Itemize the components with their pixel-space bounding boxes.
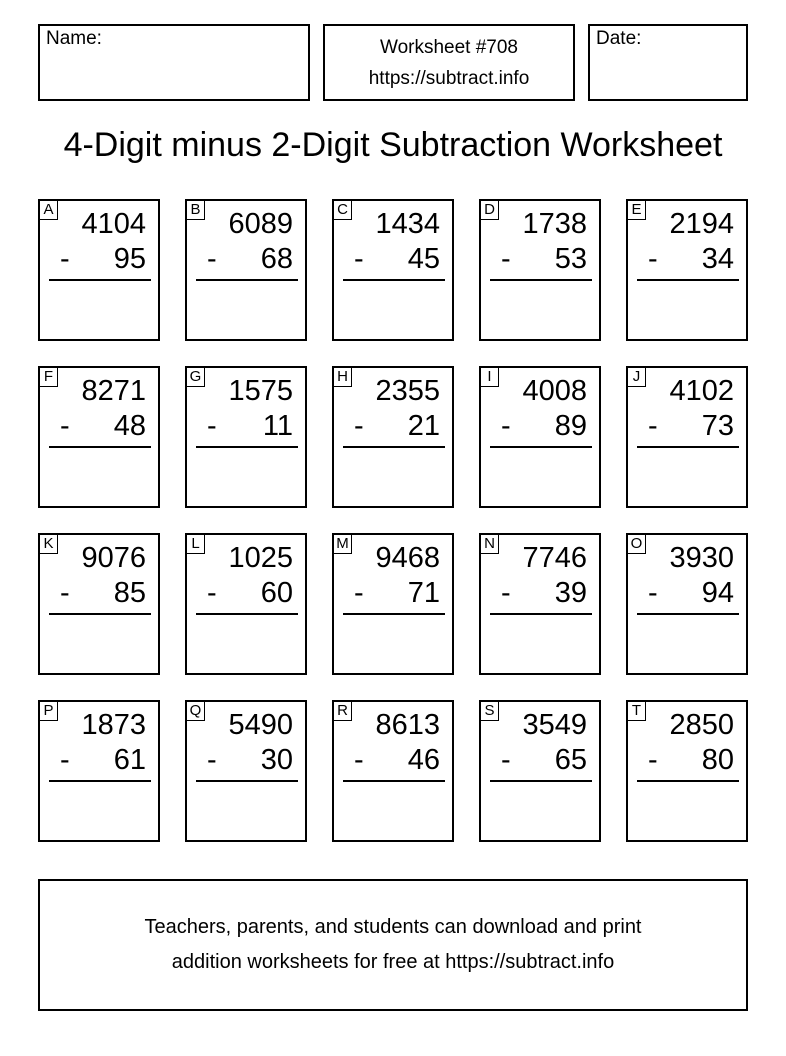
- problem-card[interactable]: [332, 199, 454, 341]
- problem-card[interactable]: [38, 366, 160, 508]
- subtrahend: 53: [554, 243, 587, 275]
- problem-card[interactable]: [38, 700, 160, 842]
- minus-sign: -: [354, 410, 364, 442]
- problem-letter: T: [627, 701, 646, 721]
- problem-letter: L: [186, 534, 205, 554]
- answer-line: [49, 780, 151, 782]
- problem-letter: R: [333, 701, 352, 721]
- minus-sign: -: [207, 410, 217, 442]
- problem-card[interactable]: [185, 700, 307, 842]
- minuend: 1738: [522, 208, 587, 240]
- minus-sign: -: [60, 243, 70, 275]
- answer-line: [343, 279, 445, 281]
- problem-card[interactable]: [332, 700, 454, 842]
- subtrahend: 60: [260, 577, 293, 609]
- minus-sign: -: [501, 410, 511, 442]
- problem-card[interactable]: [626, 533, 748, 675]
- problem-card[interactable]: [38, 199, 160, 341]
- answer-line: [490, 446, 592, 448]
- page-title: 4-Digit minus 2-Digit Subtraction Worksheet: [63, 126, 723, 164]
- problem-letter: P: [39, 701, 58, 721]
- subtrahend: 71: [407, 577, 440, 609]
- answer-line: [49, 446, 151, 448]
- answer-line: [637, 780, 739, 782]
- problem-card[interactable]: [332, 366, 454, 508]
- answer-line: [490, 279, 592, 281]
- minuend: 1025: [228, 542, 293, 574]
- problem-card[interactable]: [185, 199, 307, 341]
- problem-letter: M: [333, 534, 352, 554]
- answer-line: [196, 279, 298, 281]
- problem-letter: S: [480, 701, 499, 721]
- subtrahend: 61: [113, 744, 146, 776]
- problem-letter: O: [627, 534, 646, 554]
- minuend: 3549: [522, 709, 587, 741]
- subtrahend: 45: [407, 243, 440, 275]
- answer-line: [196, 613, 298, 615]
- minus-sign: -: [60, 744, 70, 776]
- minuend: 5490: [228, 709, 293, 741]
- minus-sign: -: [354, 243, 364, 275]
- problem-card[interactable]: [626, 199, 748, 341]
- minuend: 1575: [228, 375, 293, 407]
- answer-line: [49, 613, 151, 615]
- minus-sign: -: [207, 744, 217, 776]
- answer-line: [490, 613, 592, 615]
- answer-line: [637, 446, 739, 448]
- subtrahend: 85: [113, 577, 146, 609]
- minus-sign: -: [501, 744, 511, 776]
- problem-card[interactable]: [479, 366, 601, 508]
- problem-letter: G: [186, 367, 205, 387]
- problem-card[interactable]: [479, 700, 601, 842]
- name-field[interactable]: [38, 24, 310, 101]
- minuend: 2850: [669, 709, 734, 741]
- minuend: 4102: [669, 375, 734, 407]
- subtrahend: 68: [260, 243, 293, 275]
- problem-card[interactable]: [479, 533, 601, 675]
- subtrahend: 34: [701, 243, 734, 275]
- problem-card[interactable]: [185, 533, 307, 675]
- minuend: 4104: [81, 208, 146, 240]
- minuend: 2194: [669, 208, 734, 240]
- problem-letter: K: [39, 534, 58, 554]
- minuend: 8613: [375, 709, 440, 741]
- problem-letter: I: [480, 367, 499, 387]
- problem-letter: F: [39, 367, 58, 387]
- answer-line: [49, 279, 151, 281]
- footer-line-2: addition worksheets for free at https://subtract.info: [171, 951, 615, 973]
- problem-card[interactable]: [479, 199, 601, 341]
- minuend: 1873: [81, 709, 146, 741]
- minuend: 3930: [669, 542, 734, 574]
- answer-line: [343, 613, 445, 615]
- problem-letter: J: [627, 367, 646, 387]
- minus-sign: -: [501, 577, 511, 609]
- subtrahend: 48: [113, 410, 146, 442]
- problem-card[interactable]: [185, 366, 307, 508]
- problem-letter: Q: [186, 701, 205, 721]
- subtrahend: 80: [701, 744, 734, 776]
- name-label: Name:: [46, 28, 102, 49]
- problem-letter: A: [39, 200, 58, 220]
- subtrahend: 21: [407, 410, 440, 442]
- problem-card[interactable]: [626, 700, 748, 842]
- minus-sign: -: [207, 243, 217, 275]
- problem-card[interactable]: [626, 366, 748, 508]
- problem-card[interactable]: [38, 533, 160, 675]
- subtrahend: 65: [554, 744, 587, 776]
- answer-line: [637, 613, 739, 615]
- subtrahend: 73: [701, 410, 734, 442]
- answer-line: [637, 279, 739, 281]
- problem-letter: N: [480, 534, 499, 554]
- minuend: 4008: [522, 375, 587, 407]
- worksheet-info-box: [323, 24, 575, 101]
- problem-letter: D: [480, 200, 499, 220]
- minus-sign: -: [648, 243, 658, 275]
- footer-line-1: Teachers, parents, and students can download and print: [144, 916, 642, 938]
- problem-letter: C: [333, 200, 352, 220]
- minus-sign: -: [648, 410, 658, 442]
- minuend: 8271: [81, 375, 146, 407]
- subtrahend: 95: [113, 243, 146, 275]
- answer-line: [343, 446, 445, 448]
- minuend: 2355: [375, 375, 440, 407]
- minus-sign: -: [501, 243, 511, 275]
- minuend: 9076: [81, 542, 146, 574]
- minus-sign: -: [207, 577, 217, 609]
- answer-line: [196, 780, 298, 782]
- subtrahend: 89: [554, 410, 587, 442]
- subtrahend: 46: [407, 744, 440, 776]
- problem-letter: E: [627, 200, 646, 220]
- footer-note: [38, 879, 748, 1011]
- subtrahend: 30: [260, 744, 293, 776]
- problem-letter: H: [333, 367, 352, 387]
- subtrahend: 94: [701, 577, 734, 609]
- minus-sign: -: [60, 410, 70, 442]
- minuend: 1434: [375, 208, 440, 240]
- minus-sign: -: [648, 744, 658, 776]
- answer-line: [196, 446, 298, 448]
- worksheet-number: Worksheet #708: [379, 36, 518, 58]
- worksheet-url: https://subtract.info: [368, 67, 530, 89]
- date-label: Date:: [596, 28, 642, 49]
- minus-sign: -: [60, 577, 70, 609]
- problem-card[interactable]: [332, 533, 454, 675]
- problem-letter: B: [186, 200, 205, 220]
- answer-line: [343, 780, 445, 782]
- minus-sign: -: [354, 577, 364, 609]
- minus-sign: -: [648, 577, 658, 609]
- subtrahend: 11: [262, 410, 293, 442]
- minuend: 7746: [522, 542, 587, 574]
- minus-sign: -: [354, 744, 364, 776]
- minuend: 9468: [375, 542, 440, 574]
- date-field[interactable]: [588, 24, 748, 101]
- minuend: 6089: [228, 208, 293, 240]
- subtrahend: 39: [554, 577, 587, 609]
- answer-line: [490, 780, 592, 782]
